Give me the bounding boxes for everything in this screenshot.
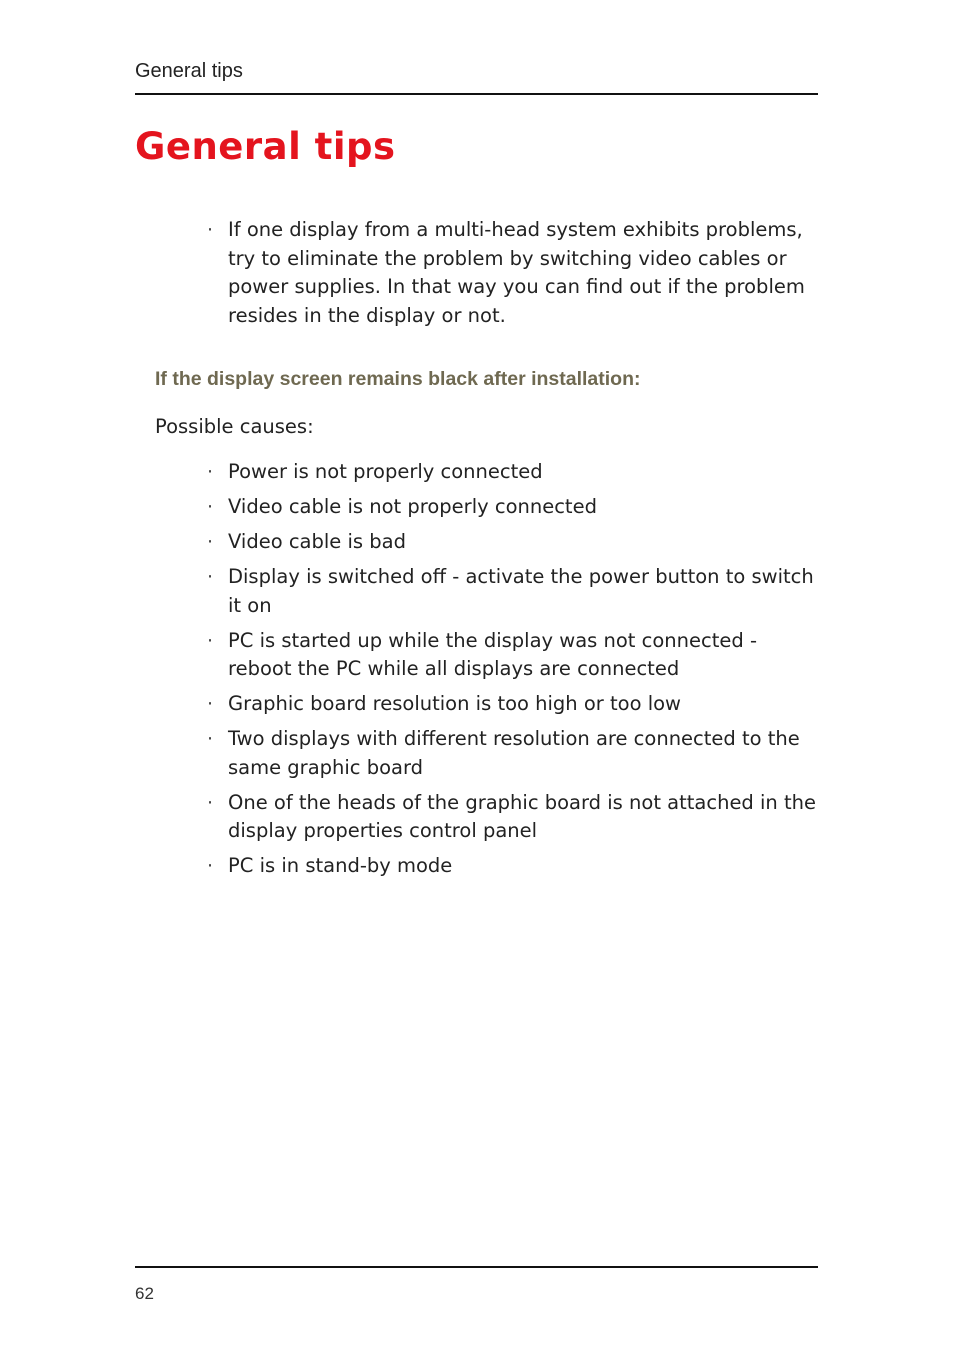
list-item [203,493,818,522]
bullet-icon: · [207,791,214,814]
list-item [203,725,818,782]
list-item-text: Video cable is bad [228,530,406,553]
possible-causes-label: Possible causes: [155,415,314,438]
list-item [203,627,818,684]
footer-rule [135,1266,818,1268]
list-item [203,216,818,330]
list-item-text: If one display from a multi-head system exhibits problems, try to eliminate the problem by switching video cables or power supplies. In that way you can find out if the problem resides in the display or not. [228,218,805,327]
list-item [203,528,818,557]
list-item-text: Two displays with different resolution are connected to the same graphic board [228,727,800,779]
list-item-text: PC is started up while the display was not connected - reboot the PC while all displays are connected [228,628,757,680]
list-item [203,563,818,620]
bullet-icon: · [207,629,214,652]
intro-bullet-list [203,216,818,330]
bullet-icon: · [207,219,214,241]
list-item [203,458,818,487]
header-rule [135,93,818,95]
list-item [203,852,818,881]
causes-list [203,458,818,887]
list-item-text: Power is not properly connected [228,460,543,483]
bullet-icon: · [207,566,214,588]
bullet-icon: · [207,531,214,553]
list-item [203,789,818,846]
section-subheading: If the display screen remains black after installation: [155,368,641,390]
list-item-text: Graphic board resolution is too high or too low [228,692,682,715]
list-item-text: One of the heads of the graphic board is not attached in the display properties control panel [228,790,816,842]
bullet-icon: · [207,461,214,483]
page-title: General tips [135,125,396,168]
bullet-icon: · [207,728,214,750]
bullet-icon: · [207,855,214,877]
list-item-text: PC is in stand-by mode [228,854,453,877]
bullet-icon: · [207,496,214,518]
list-item-text: Video cable is not properly connected [228,495,597,518]
list-item-text: Display is switched off - activate the power button to switch it on [228,565,814,617]
page-number: 62 [135,1284,154,1303]
bullet-icon: · [207,693,214,715]
running-header: General tips [135,60,243,82]
list-item [203,690,818,719]
